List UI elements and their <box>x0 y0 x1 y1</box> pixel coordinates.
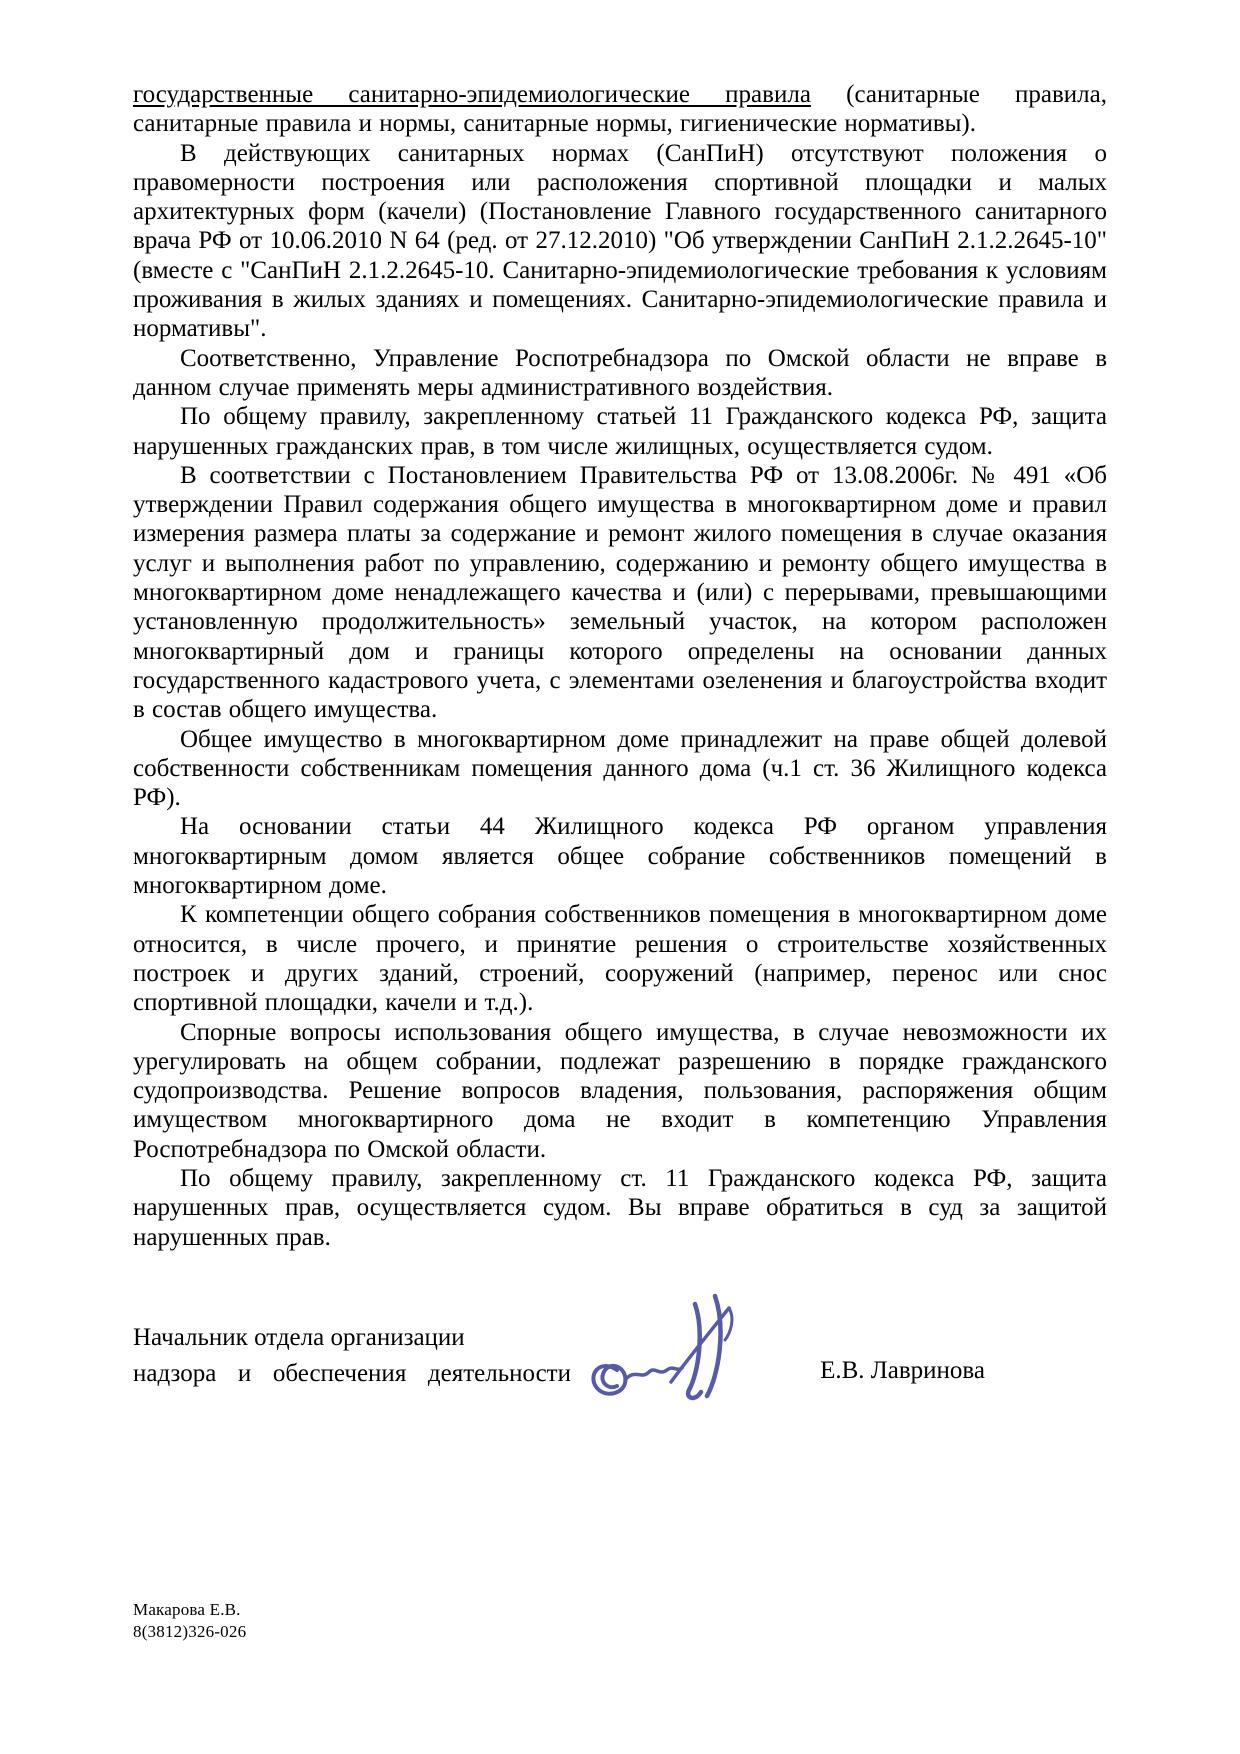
signer-name: Е.В. Лавринова <box>820 1357 985 1384</box>
signature-block <box>133 1320 1107 1440</box>
executor-phone: 8(3812)326-026 <box>133 1622 247 1641</box>
lead-rest-text: (санитарные правила, санитарные правила и нормы, санитарные нормы, гигиенические нормативы). <box>133 81 1107 138</box>
executor-footer <box>133 1599 246 1643</box>
paragraph: Общее имущество в многоквартирном доме принадлежит на праве общей долевой собственности собственникам помещения данного дома (ч.1 ст. 36 Жилищного кодекса РФ). <box>133 725 1107 812</box>
paragraph: На основании статьи 44 Жилищного кодекса РФ органом управления многоквартирным домом является общее собрание собственников помещений в многоквартирном доме. <box>133 813 1107 900</box>
document-body <box>133 80 1107 1252</box>
handwritten-signature-icon <box>583 1288 758 1420</box>
paragraph: По общему правилу, закрепленному статьей 11 Гражданского кодекса РФ, защита нарушенных гражданских прав, в том числе жилищных, осуществляется судом. <box>133 403 1107 460</box>
paragraph: Соответственно, Управление Роспотребнадзора по Омской области не вправе в данном случае применять меры административного воздействия. <box>133 344 1107 401</box>
signer-title-line2: надзора и обеспечения деятельности <box>133 1360 571 1387</box>
paragraph: В действующих санитарных нормах (СанПиН) отсутствуют положения о правомерности построения или расположения спортивной площадки и малых архитектурных форм (качели) (Постановление Главного государственного санитарного врача РФ от 10.06.2010 N 64 (ред. от 27.12.2010) "Об утверждении СанПиН 2.1.2.2645-10"(вместе с "СанПиН 2.1.2.2645-10. Санитарно-эпидемиологические требования к условиям проживания в жилых зданиях и помещениях. Санитарно-эпидемиологические правила и нормативы". <box>133 139 1107 343</box>
paragraph: В соответствии с Постановлением Правительства РФ от 13.08.2006г. № 491 «Об утверждении Правил содержания общего имущества в многоквартирном доме и правил измерения размера платы за содержание и ремонт жилого помещения в случае оказания услуг и выполнения работ по управлению, содержанию и ремонту общего имущества в многоквартирном доме ненадлежащего качества и (или) с перерывами, превышающими установленную продолжительность» земельный участок, на котором расположен многоквартирный дом и границы которого определены на основании данных государственного кадастрового учета, с элементами озеленения и благоустройства входит в состав общего имущества. <box>133 461 1107 724</box>
underlined-phrase: государственные санитарно-эпидемиологические правила <box>133 81 811 108</box>
paragraph-lead <box>133 80 1107 139</box>
paragraph: К компетенции общего собрания собственников помещения в многоквартирном доме относится, в числе прочего, и принятие решения о строительстве хозяйственных построек и других зданий, строений, сооружений (например, перенос или снос спортивной площадки, качели и т.д.). <box>133 901 1107 1017</box>
paragraph: По общему правилу, закрепленному ст. 11 Гражданского кодекса РФ, защита нарушенных прав, осуществляется судом. Вы вправе обратиться в суд за защитой нарушенных прав. <box>133 1164 1107 1251</box>
executor-name: Макарова Е.В. <box>133 1600 241 1619</box>
signer-title <box>133 1320 571 1392</box>
signer-title-line1: Начальник отдела организации <box>133 1324 465 1351</box>
paragraph: Спорные вопросы использования общего имущества, в случае невозможности их урегулировать на общем собрании, подлежат разрешению в порядке гражданского судопроизводства. Решение вопросов владения, пользования, распоряжения общим имуществом многоквартирного дома не входит в компетенцию Управления Роспотребнадзора по Омской области. <box>133 1018 1107 1163</box>
